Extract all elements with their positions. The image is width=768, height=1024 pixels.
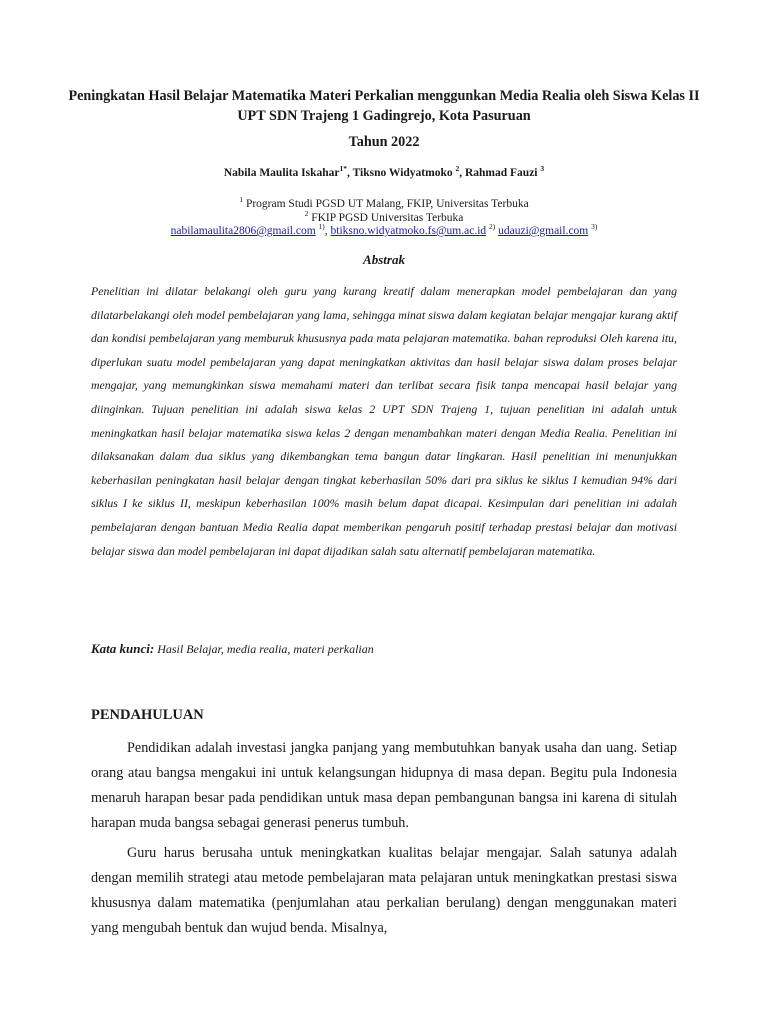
author-mark: 1*: [339, 164, 348, 173]
abstract-text: Penelitian ini dilatar belakangi oleh guru yang kurang kreatif dalam menerapkan model pembelajaran dan yang dilatarbelakangi oleh model pembelajaran yang lama, sehingga minat siswa dalam kegiatan belajar mengajar kurang aktif dan kondisi pembelajaran yang memburuk khususnya pada mata pelajaran matematika. bahan reproduksi Oleh karena itu, diperlukan suatu model pembelajaran yang dapat meningkatkan aktivitas dan hasil belajar siswa dalam proses belajar mengajar, yang memungkinkan siswa memahami materi dan terlibat secara fisik tanpa mencapai hasil belajar yang diinginkan. Tujuan penelitian ini adalah siswa kelas 2 UPT SDN Trajeng 1, tujuan penelitian ini adalah untuk meningkatkan hasil belajar matematika siswa kelas 2 dengan menambahkan materi dengan Media Realia. Penelitian ini dilaksanakan dalam dua siklus yang dikembangkan tema bangun datar lingkaran. Hasil penelitian ini menunjukkan keberhasilan peningkatan hasil belajar dengan tingkat keberhasilan 50% dari pra siklus ke siklus I kemudian 94% dari siklus I ke siklus II, meskipun keberhasilan 100% masih belum dapat dicapai. Kesimpulan dari penelitian ini adalah pembelajaran dengan bantuan Media Realia dapat memberikan pengaruh positif terhadap prestasi belajar dan motivasi belajar siswa dan model pembelajaran ini dapat dijadikan salah satu alternatif pembelajaran matematika.: [91, 284, 677, 558]
body-paragraph: Guru harus berusaha untuk meningkatkan kualitas belajar mengajar. Salah satunya adalah dengan memilih strategi atau metode pembelajaran mata pelajaran untuk meningkatkan prestasi siswa khususnya dalam matematika (penjumlahan atau perkalian berulang) dengan menggunakan materi yang mengubah bentuk dan wujud benda. Misalnya,: [91, 845, 677, 936]
email-link[interactable]: udauzi@gmail.com: [498, 224, 589, 237]
affiliation-text: FKIP PGSD Universitas Terbuka: [311, 211, 464, 224]
email-link[interactable]: btiksno.widyatmoko.fs@um.ac.id: [330, 224, 487, 237]
affiliation-mark: 1: [239, 195, 244, 204]
author-mark: 2: [455, 164, 460, 173]
author-mark: 3: [540, 164, 545, 173]
keywords-text: Hasil Belajar, media realia, materi perkalian: [157, 642, 374, 656]
keywords-label: Kata kunci:: [91, 641, 155, 656]
email-mark: 1): [318, 222, 325, 231]
author-name: Tiksno Widyatmoko: [352, 166, 453, 179]
author-name: Nabila Maulita Iskahar: [223, 166, 340, 179]
abstract-heading: Abstrak: [363, 252, 405, 267]
section-heading: PENDAHULUAN: [91, 707, 204, 723]
email-mark: 3): [591, 222, 598, 231]
affiliation-text: Program Studi PGSD UT Malang, FKIP, Universitas Terbuka: [245, 197, 529, 210]
affiliation: [0, 195, 768, 210]
email-mark: 2): [489, 222, 496, 231]
body-paragraph: Pendidikan adalah investasi jangka panjang yang membutuhkan banyak usaha dan uang. Setiap orang atau bangsa mengakui ini untuk kelangsungan hidupnya di masa depan. Begitu pula Indonesia menaruh harapan besar pada pendidikan untuk masa depan pembangunan bangsa ini karena di situlah harapan muda bangsa sebagai generasi penerus tumbuh.: [91, 740, 677, 831]
email-list: nabilamaulita2806@gmail.com $^{1)}$, btiksno.widyatmoko.fs@um.ac.id $^{2)}$ udauzi@gmail.com $^{3)}$: [170, 222, 598, 237]
author-name: Rahmad Fauzi: [464, 166, 538, 179]
affiliation-mark: 2: [304, 209, 309, 218]
paper-year: Tahun 2022: [348, 134, 420, 150]
author-list: Nabila Maulita Iskahar$^{1*}$, Tiksno Widyatmoko $^2$, Rahmad Fauzi $^3$: [223, 164, 545, 179]
paper-title: Peningkatan Hasil Belajar Matematika Materi Perkalian menggunkan Media Realia oleh Siswa Kelas II UPT SDN Trajeng 1 Gadingrejo, Kota Pasuruan: [68, 88, 700, 124]
email-link[interactable]: nabilamaulita2806@gmail.com: [170, 224, 316, 237]
keywords: [91, 641, 677, 657]
